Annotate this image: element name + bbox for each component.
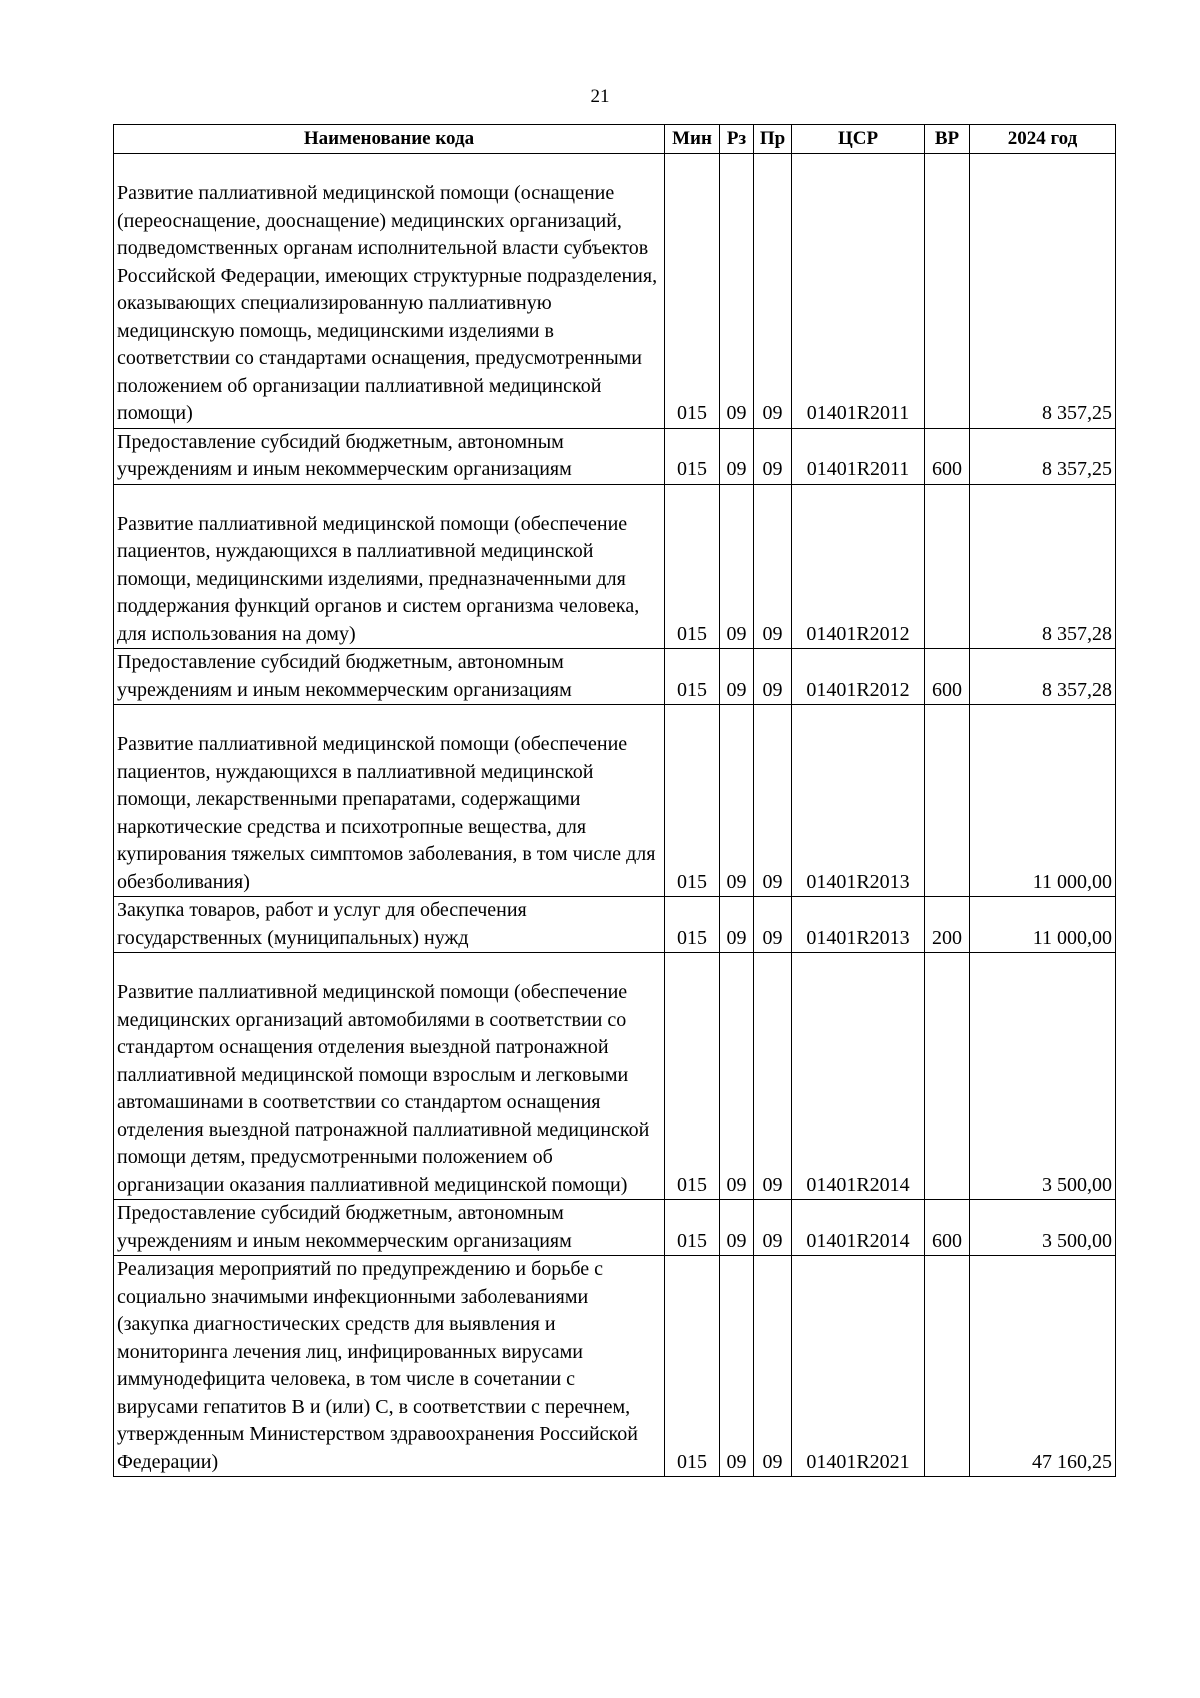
row-pr: 09: [754, 484, 792, 649]
row-name: Развитие паллиативной медицинской помощи (обеспечение пациентов, нуждающихся в паллиативной медицинской помощи, медицинскими изделиями, предназначенными для поддержания функций органов и систем организма человека, для использования на дому): [114, 484, 665, 649]
row-min: 015: [665, 953, 720, 1200]
row-name: Развитие паллиативной медицинской помощи (оснащение (переоснащение, дооснащение) медицинских организаций, подведомственных органам исполнительной власти субъектов Российской Федерации, имеющих структурные подразделения, оказывающих специализированную паллиативную медицинскую помощь, медицинскими изделиями в соответствии со стандартами оснащения, предусмотренными положением об организации паллиативной медицинской помощи): [114, 154, 665, 429]
row-csr: 01401R2012: [792, 649, 925, 705]
row-name: Развитие паллиативной медицинской помощи (обеспечение медицинских организаций автомобилями в соответствии со стандартом оснащения отделения выездной патронажной паллиативной медицинской помощи взрослым и легковыми автомашинами в соответствии со стандартом оснащения отделения выездной патронажной паллиативной медицинской помощи детям, предусмотренными положением об организации оказания паллиативной медицинской помощи): [114, 953, 665, 1200]
table-row: [114, 953, 1116, 1200]
row-vr: [925, 1256, 970, 1477]
row-name: Предоставление субсидий бюджетным, автономным учреждениям и иным некоммерческим организациям: [114, 428, 665, 484]
row-csr: 01401R2013: [792, 897, 925, 953]
header-year: 2024 год: [970, 125, 1116, 154]
row-value: 3 500,00: [970, 953, 1116, 1200]
row-rz: 09: [720, 1256, 754, 1477]
row-value: 8 357,25: [970, 428, 1116, 484]
row-csr: 01401R2012: [792, 484, 925, 649]
page-number: 21: [590, 86, 610, 107]
header-vr: ВР: [925, 125, 970, 154]
row-csr: 01401R2013: [792, 705, 925, 897]
table-row: [114, 428, 1116, 484]
row-value: 8 357,28: [970, 649, 1116, 705]
table-row: [114, 154, 1116, 429]
row-min: 015: [665, 1200, 720, 1256]
row-csr: 01401R2011: [792, 154, 925, 429]
row-value: 11 000,00: [970, 897, 1116, 953]
row-value: 8 357,28: [970, 484, 1116, 649]
header-csr: ЦСР: [792, 125, 925, 154]
row-min: 015: [665, 154, 720, 429]
table-row: [114, 897, 1116, 953]
row-vr: [925, 154, 970, 429]
table-row: [114, 649, 1116, 705]
row-min: 015: [665, 1256, 720, 1477]
row-pr: 09: [754, 649, 792, 705]
table-row: [114, 705, 1116, 897]
header-name: Наименование кода: [114, 125, 665, 154]
row-name: Развитие паллиативной медицинской помощи (обеспечение пациентов, нуждающихся в паллиативной медицинской помощи, лекарственными препаратами, содержащими наркотические средства и психотропные вещества, для купирования тяжелых симптомов заболевания, в том числе для обезболивания): [114, 705, 665, 897]
budget-table: [113, 124, 1116, 1477]
row-pr: 09: [754, 154, 792, 429]
row-min: 015: [665, 705, 720, 897]
row-csr: 01401R2014: [792, 953, 925, 1200]
row-rz: 09: [720, 953, 754, 1200]
row-pr: 09: [754, 705, 792, 897]
row-rz: 09: [720, 1200, 754, 1256]
row-vr: 600: [925, 428, 970, 484]
row-rz: 09: [720, 649, 754, 705]
table-row: [114, 484, 1116, 649]
row-csr: 01401R2014: [792, 1200, 925, 1256]
header-min: Мин: [665, 125, 720, 154]
row-vr: [925, 484, 970, 649]
row-csr: 01401R2021: [792, 1256, 925, 1477]
row-rz: 09: [720, 897, 754, 953]
row-vr: [925, 705, 970, 897]
row-pr: 09: [754, 897, 792, 953]
row-min: 015: [665, 649, 720, 705]
row-rz: 09: [720, 154, 754, 429]
row-vr: [925, 953, 970, 1200]
row-rz: 09: [720, 484, 754, 649]
row-rz: 09: [720, 428, 754, 484]
row-value: 47 160,25: [970, 1256, 1116, 1477]
row-pr: 09: [754, 1200, 792, 1256]
row-name: Предоставление субсидий бюджетным, автономным учреждениям и иным некоммерческим организациям: [114, 649, 665, 705]
row-value: 8 357,25: [970, 154, 1116, 429]
row-min: 015: [665, 897, 720, 953]
row-rz: 09: [720, 705, 754, 897]
row-pr: 09: [754, 428, 792, 484]
row-vr: 200: [925, 897, 970, 953]
table-header-row: [114, 125, 1116, 154]
table-row: [114, 1256, 1116, 1477]
header-pr: Пр: [754, 125, 792, 154]
header-rz: Рз: [720, 125, 754, 154]
row-name: Закупка товаров, работ и услуг для обеспечения государственных (муниципальных) нужд: [114, 897, 665, 953]
row-vr: 600: [925, 649, 970, 705]
row-name: Предоставление субсидий бюджетным, автономным учреждениям и иным некоммерческим организациям: [114, 1200, 665, 1256]
row-pr: 09: [754, 953, 792, 1200]
row-pr: 09: [754, 1256, 792, 1477]
table-row: [114, 1200, 1116, 1256]
row-vr: 600: [925, 1200, 970, 1256]
row-name: Реализация мероприятий по предупреждению и борьбе с социально значимыми инфекционными заболеваниями (закупка диагностических средств для выявления и мониторинга лечения лиц, инфицированных вирусами иммунодефицита человека, в том числе в сочетании с вирусами гепатитов B и (или) C, в соответствии с перечнем, утвержденным Министерством здравоохранения Российской Федерации): [114, 1256, 665, 1477]
row-min: 015: [665, 428, 720, 484]
row-value: 11 000,00: [970, 705, 1116, 897]
row-value: 3 500,00: [970, 1200, 1116, 1256]
row-min: 015: [665, 484, 720, 649]
row-csr: 01401R2011: [792, 428, 925, 484]
